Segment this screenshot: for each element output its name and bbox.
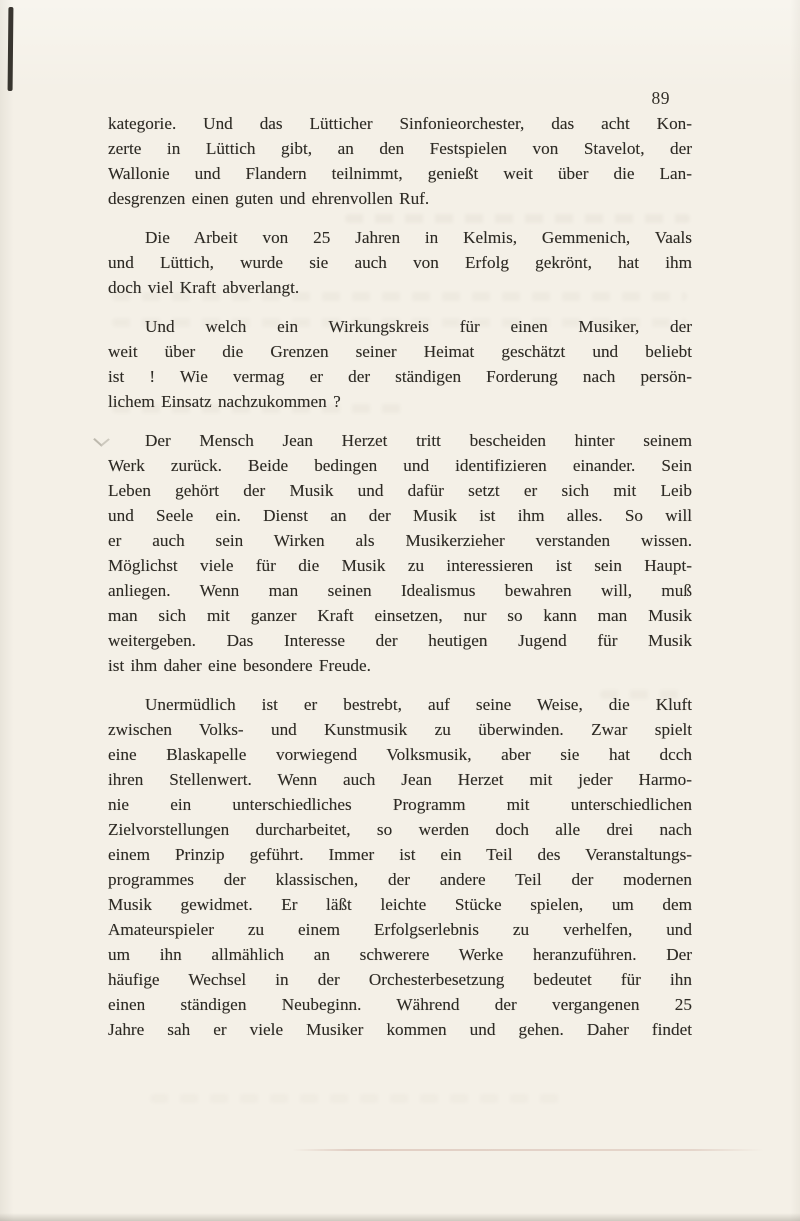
text-line: zwischen Volks- und Kunstmusik zu überwinden. Zwar spielt: [108, 720, 692, 739]
text-line: kategorie. Und das Lütticher Sinfonieorchester, das acht Kon-: [108, 114, 692, 133]
paragraph: [108, 314, 692, 414]
text-line: Wallonie und Flandern teilnimmt, genießt weit über die Lan-: [108, 164, 692, 183]
text-line: Die Arbeit von 25 Jahren in Kelmis, Gemmenich, Vaals: [145, 228, 692, 247]
text-line: eine Blaskapelle vorwiegend Volksmusik, aber sie hat dcch: [108, 745, 692, 764]
paragraph: [108, 111, 692, 211]
text-line: Zielvorstellungen durcharbeitet, so werden doch alle drei nach: [108, 820, 692, 839]
text-line: programmes der klassischen, der andere Teil der modernen: [108, 870, 692, 889]
text-line: zerte in Lüttich gibt, an den Festspielen von Stavelot, der: [108, 139, 692, 158]
paragraphs: [108, 111, 692, 1042]
text-line: Unermüdlich ist er bestrebt, auf seine Weise, die Kluft: [145, 695, 692, 714]
text-line: und Seele ein. Dienst an der Musik ist ihm alles. So will: [108, 506, 692, 525]
text-line: ist ihm daher eine besondere Freude.: [108, 656, 371, 675]
scan-edge-mark: [8, 7, 14, 91]
text-line: doch viel Kraft abverlangt.: [108, 278, 300, 297]
text-line: Werk zurück. Beide bedingen und identifizieren einander. Sein: [108, 456, 692, 475]
text-line: er auch sein Wirken als Musikerzieher verstanden wissen.: [108, 531, 692, 550]
text-line: Musik gewidmet. Er läßt leichte Stücke spielen, um dem: [108, 895, 692, 914]
text-line: häufige Wechsel in der Orchesterbesetzung bedeutet für ihn: [108, 970, 692, 989]
text-line: desgrenzen einen guten und ehrenvollen Ruf.: [108, 189, 430, 208]
paragraph: [108, 692, 692, 1042]
text-line: weitergeben. Das Interesse der heutigen Jugend für Musik: [108, 631, 692, 650]
scan-line-artifact: [292, 1149, 764, 1151]
text-line: und Lüttich, wurde sie auch von Erfolg gekrönt, hat ihm: [108, 253, 692, 272]
text-line: weit über die Grenzen seiner Heimat geschätzt und beliebt: [108, 342, 692, 361]
bleed-through-artifact: [150, 1094, 570, 1103]
text-line: man sich mit ganzer Kraft einsetzen, nur so kann man Musik: [108, 606, 692, 625]
text-line: Jahre sah er viele Musiker kommen und gehen. Daher findet: [108, 1020, 692, 1039]
paragraph: [108, 225, 692, 300]
text-line: Der Mensch Jean Herzet tritt bescheiden hinter seinem: [145, 431, 692, 450]
text-line: einen ständigen Neubeginn. Während der vergangenen 25: [108, 995, 692, 1014]
text-line: um ihn allmählich an schwerere Werke heranzuführen. Der: [108, 945, 692, 964]
text-line: nie ein unterschiedliches Programm mit unterschiedlichen: [108, 795, 692, 814]
text-line: Leben gehört der Musik und dafür setzt er sich mit Leib: [108, 481, 692, 500]
paragraph: [108, 428, 692, 678]
page-bottom-edge: [0, 1213, 800, 1221]
page-number: 89: [651, 88, 670, 108]
text-line: anliegen. Wenn man seinen Idealismus bewahren will, muß: [108, 581, 692, 600]
text-line: lichem Einsatz nachzukommen ?: [108, 392, 341, 411]
text-line: Und welch ein Wirkungskreis für einen Musiker, der: [145, 317, 692, 336]
text-line: ihren Stellenwert. Wenn auch Jean Herzet mit jeder Harmo-: [108, 770, 692, 789]
text-line: Möglichst viele für die Musik zu interessieren ist sein Haupt-: [108, 556, 692, 575]
body-text: [108, 111, 692, 1042]
text-line: einem Prinzip geführt. Immer ist ein Teil des Veranstaltungs-: [108, 845, 692, 864]
text-line: ist ! Wie vermag er der ständigen Forderung nach persön-: [108, 367, 692, 386]
text-line: Amateurspieler zu einem Erfolgserlebnis zu verhelfen, und: [108, 920, 692, 939]
